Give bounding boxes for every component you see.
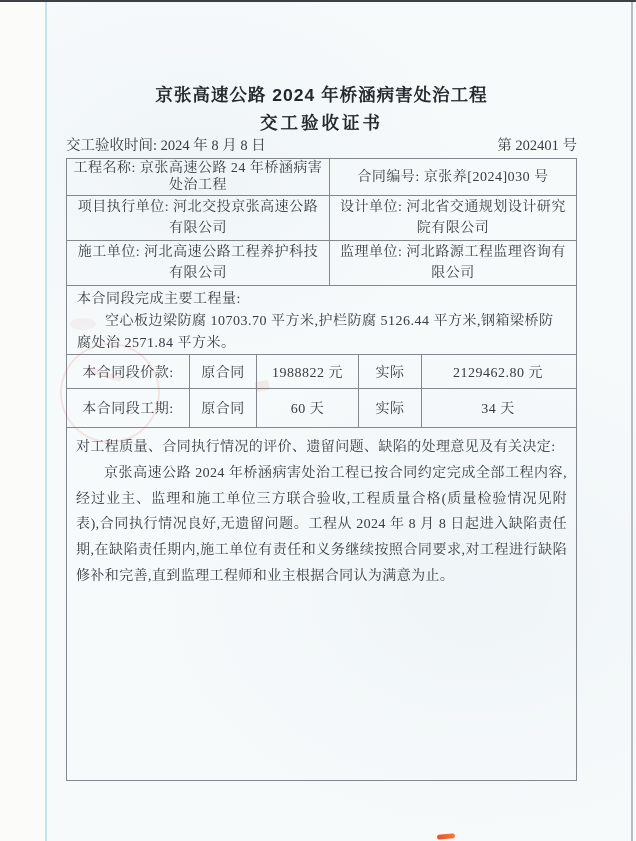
design-unit-cell: 设计单位: 河北省交通规划设计研究院有限公司 [329,196,576,240]
duration-actual-label-cell: 实际 [358,389,421,427]
table-row-remarks [67,427,576,780]
table-row-quantities [67,285,576,354]
document-title: 京张高速公路 2024 年桥涵病害处治工程 [155,85,488,105]
scan-fold-line [45,2,47,841]
table-row-units-1 [67,195,576,240]
contract-number-cell: 合同编号: 京张养[2024]030 号 [329,159,576,195]
document-number: 第 202401 号 [497,138,577,154]
duration-original-value-cell: 60 天 [256,389,358,427]
project-name-cell: 工程名称: 京张高速公路 24 年桥涵病害处治工程 [73,161,323,193]
table-row-contract-duration [67,388,576,427]
remarks-body: 京张高速公路 2024 年桥涵病害处治工程已按合同约定完成全部工程内容,经过业主、监理和施工单位三方联合验收,工程质量合格(质量检验情况见附表),合同执行情况良好,无遗留问题。工程从 2024 年 8 月 8 日起进入缺陷责任期,在缺陷责任期内,施工单位有责任和义务继续按照合同要求,对工程进行缺陷修补和完善,直到监理工程师和业主根据合同认为满意为止。 [76,465,567,584]
acceptance-time: 交工验收时间: 2024 年 8 月 8 日 [66,138,266,154]
price-original-value-cell: 1988822 元 [256,355,358,388]
document-subtitle: 交工验收证书 [260,113,383,133]
duration-original-label-cell: 原合同 [189,389,256,427]
table-row-contract-price [67,354,576,388]
construction-unit-cell: 施工单位: 河北高速公路工程养护科技有限公司 [77,245,319,281]
quantities-heading: 本合同段完成主要工程量: [77,292,241,307]
faint-seal-smudge [70,318,96,330]
supervision-unit-cell: 监理单位: 河北路源工程监理咨询有限公司 [329,241,576,285]
price-label-cell: 本合同段价款: [82,365,174,381]
price-original-label-cell: 原合同 [189,355,256,388]
scan-right-edge [631,2,633,841]
price-actual-value-cell: 2129462.80 元 [421,355,574,388]
table-row-project [67,159,576,195]
header-meta-row [66,136,577,156]
scan-top-edge [0,0,636,2]
price-actual-label-cell: 实际 [358,355,421,388]
executing-unit-cell: 项目执行单位: 河北交投京张高速公路有限公司 [77,200,319,236]
bottom-stamp-fragment [437,833,455,840]
remarks-heading: 对工程质量、合同执行情况的评价、遗留问题、缺陷的处理意见及有关决定: [76,440,556,455]
quantities-detail: 空心板边梁防腐 10703.70 平方米,护栏防腐 5126.44 平方米,钢箱梁桥防腐处治 2571.84 平方米。 [77,314,554,351]
duration-actual-value-cell: 34 天 [421,389,574,427]
duration-label-cell: 本合同段工期: [82,402,174,417]
certificate-table [66,158,577,781]
table-row-units-2 [67,240,576,285]
scan-left-margin [0,2,45,841]
